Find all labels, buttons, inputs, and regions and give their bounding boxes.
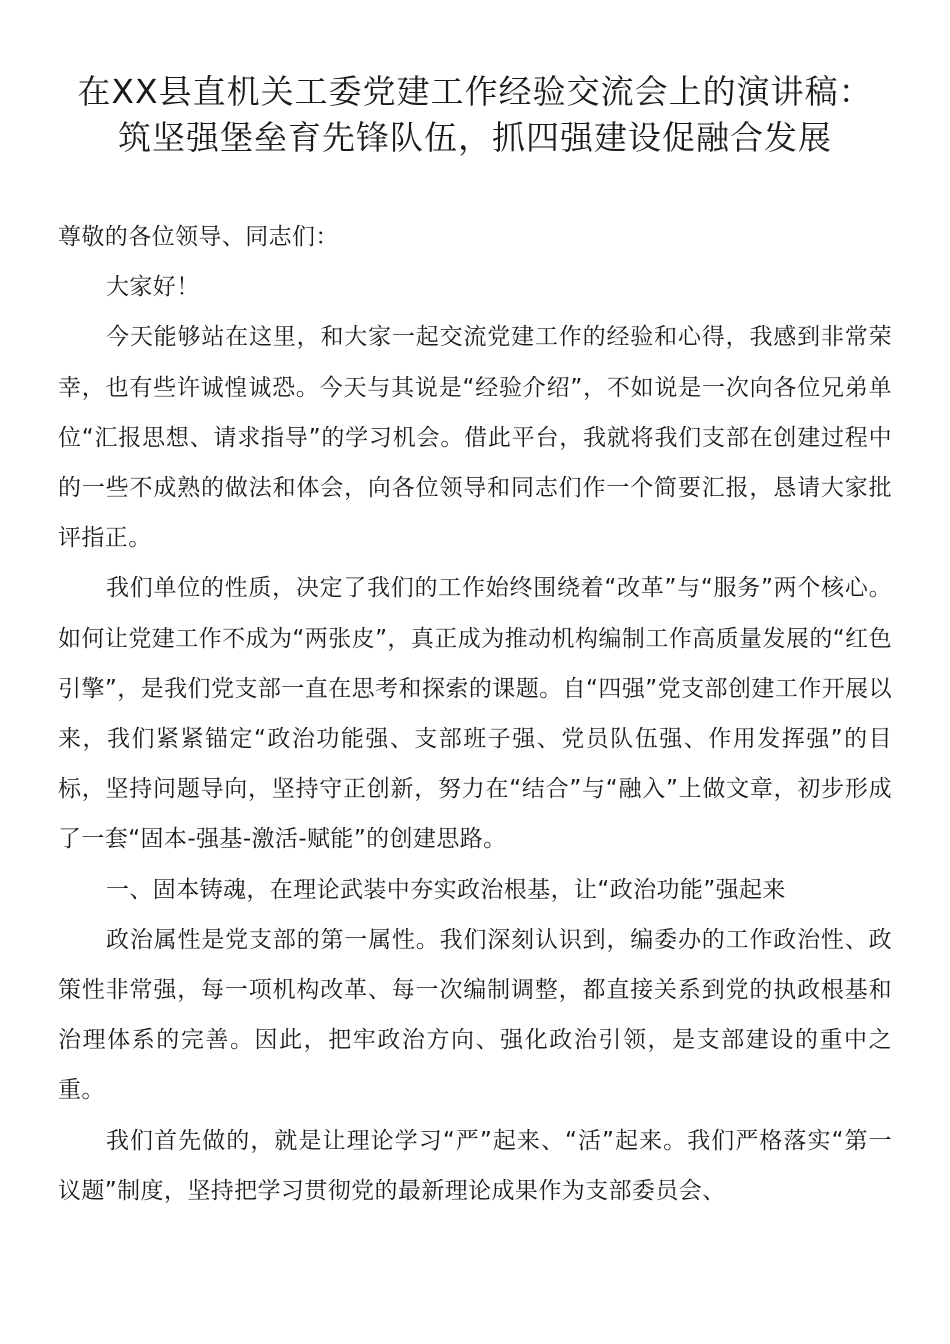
paragraph-political: 政治属性是党支部的第一属性。我们深刻认识到，编委办的工作政治性、政策性非常强，每一项机构改革、每一次编制调整，都直接关系到党的执政根基和治理体系的完善。因此，把牢政治方向、强化政治引领，是支部建设的重中之重。 (58, 926, 892, 1104)
paragraph-greeting: 大家好！ (106, 274, 200, 301)
salutation: 尊敬的各位领导、同志们： (58, 224, 339, 250)
paragraph-background: 我们单位的性质，决定了我们的工作始终围绕着“改革”与“服务”两个核心。如何让党建工作不成为“两张皮”，真正成为推动机构编制工作高质量发展的“红色引擎”，是我们党支部一直在思考和探索的课题。自“四强”党支部创建工作开展以来，我们紧紧锚定“政治功能强、支部班子强、党员队伍强、作用发挥强”的目标，坚持问题导向，坚持守正创新，努力在“结合”与“融入”上做文章，初步形成了一套“固本-强基-激活-赋能”的创建思路。 (58, 575, 892, 853)
paragraph-study: 我们首先做的，就是让理论学习“严”起来、“活”起来。我们严格落实“第一议题”制度，坚持把学习贯彻党的最新理论成果作为支部委员会、 (58, 1127, 892, 1204)
document-title-line1: 在XX县直机关工委党建工作经验交流会上的演讲稿： (77, 72, 873, 111)
paragraph-intro: 今天能够站在这里，和大家一起交流党建工作的经验和心得，我感到非常荣幸，也有些许诚惶诚恐。今天与其说是“经验介绍”，不如说是一次向各位兄弟单位“汇报思想、请求指导”的学习机会。借此平台，我就将我们支部在创建过程中的一些不成熟的做法和体会，向各位领导和同志们作一个简要汇报，恳请大家批评指正。 (58, 324, 892, 552)
document-title-line2: 筑坚强堡垒育先锋队伍，抓四强建设促融合发展 (118, 118, 832, 157)
section-heading-1: 一、固本铸魂，在理论武装中夯实政治根基，让“政治功能”强起来 (106, 876, 786, 903)
document-body (58, 212, 892, 1216)
